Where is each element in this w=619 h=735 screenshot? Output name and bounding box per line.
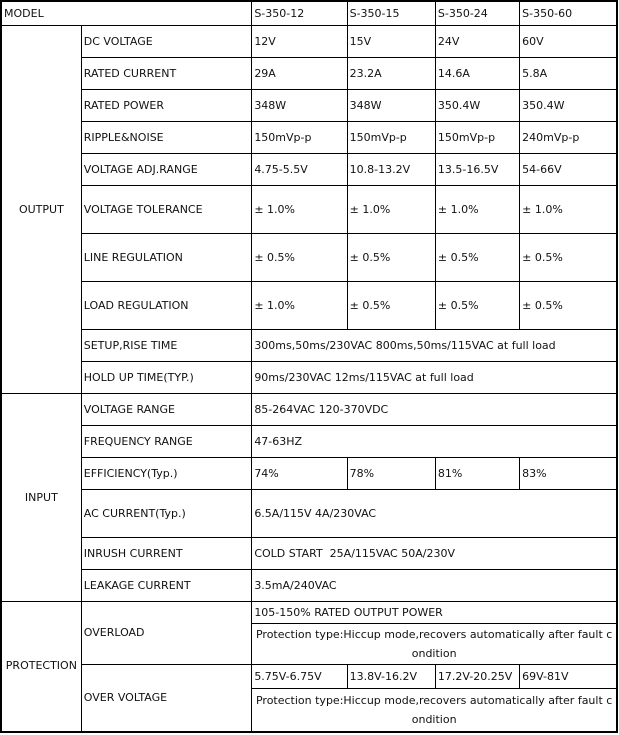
- cell: 348W: [252, 89, 347, 121]
- cell: 54-66V: [520, 153, 617, 185]
- row-label: RIPPLE&NOISE: [81, 121, 252, 153]
- cell: 74%: [252, 457, 347, 489]
- table-row: [1, 153, 617, 185]
- model-label: MODEL: [1, 1, 252, 25]
- cell: 60V: [520, 25, 617, 57]
- table-row: [1, 601, 617, 623]
- model-name: S-350-12: [252, 1, 347, 25]
- cell: 150mVp-p: [435, 121, 519, 153]
- cell: 17.2V-20.25V: [435, 664, 519, 688]
- cell: 350.4W: [520, 89, 617, 121]
- cell: ± 0.5%: [435, 233, 519, 281]
- table-row: [1, 25, 617, 57]
- model-name: S-350-60: [520, 1, 617, 25]
- model-row: [1, 1, 617, 25]
- cell: ± 1.0%: [520, 185, 617, 233]
- group-protection: PROTECTION: [1, 601, 81, 732]
- group-input: INPUT: [1, 393, 81, 601]
- table-row: [1, 281, 617, 329]
- model-name: S-350-24: [435, 1, 519, 25]
- model-name: S-350-15: [347, 1, 435, 25]
- cell: 13.5-16.5V: [435, 153, 519, 185]
- row-label: AC CURRENT(Typ.): [81, 489, 252, 537]
- cell: ± 1.0%: [435, 185, 519, 233]
- row-label: VOLTAGE TOLERANCE: [81, 185, 252, 233]
- row-label: LOAD REGULATION: [81, 281, 252, 329]
- cell: 300ms,50ms/230VAC 800ms,50ms/115VAC at full load: [252, 329, 617, 361]
- table-row: [1, 361, 617, 393]
- row-label: SETUP,RISE TIME: [81, 329, 252, 361]
- row-label: HOLD UP TIME(TYP.): [81, 361, 252, 393]
- row-label: FREQUENCY RANGE: [81, 425, 252, 457]
- cell: 69V-81V: [520, 664, 617, 688]
- table-row: [1, 185, 617, 233]
- cell: 14.6A: [435, 57, 519, 89]
- table-row: [1, 457, 617, 489]
- row-label: VOLTAGE ADJ.RANGE: [81, 153, 252, 185]
- cell: ± 1.0%: [252, 185, 347, 233]
- row-label: LEAKAGE CURRENT: [81, 569, 252, 601]
- table-row: [1, 329, 617, 361]
- cell: ± 0.5%: [435, 281, 519, 329]
- table-row: [1, 233, 617, 281]
- table-row: [1, 89, 617, 121]
- cell: ± 0.5%: [520, 281, 617, 329]
- table-row: [1, 489, 617, 537]
- cell: ± 1.0%: [252, 281, 347, 329]
- cell: ± 0.5%: [520, 233, 617, 281]
- cell: 78%: [347, 457, 435, 489]
- table-row: [1, 393, 617, 425]
- cell: 6.5A/115V 4A/230VAC: [252, 489, 617, 537]
- row-label: RATED POWER: [81, 89, 252, 121]
- cell: 5.8A: [520, 57, 617, 89]
- cell: 150mVp-p: [347, 121, 435, 153]
- table-row: [1, 537, 617, 569]
- cell: COLD START 25A/115VAC 50A/230V: [252, 537, 617, 569]
- cell: 12V: [252, 25, 347, 57]
- table-row: [1, 57, 617, 89]
- row-label: EFFICIENCY(Typ.): [81, 457, 252, 489]
- cell: 105-150% RATED OUTPUT POWER: [252, 601, 617, 623]
- cell: 4.75-5.5V: [252, 153, 347, 185]
- cell: 24V: [435, 25, 519, 57]
- cell: 29A: [252, 57, 347, 89]
- cell: 10.8-13.2V: [347, 153, 435, 185]
- cell: ± 1.0%: [347, 185, 435, 233]
- table-row: [1, 425, 617, 457]
- row-label: DC VOLTAGE: [81, 25, 252, 57]
- cell: Protection type:Hiccup mode,recovers automatically after fault condition: [252, 688, 617, 732]
- cell: Protection type:Hiccup mode,recovers automatically after fault condition: [252, 623, 617, 664]
- table-row: [1, 664, 617, 688]
- cell: 85-264VAC 120-370VDC: [252, 393, 617, 425]
- cell: ± 0.5%: [347, 233, 435, 281]
- cell: 150mVp-p: [252, 121, 347, 153]
- cell: 83%: [520, 457, 617, 489]
- row-label: INRUSH CURRENT: [81, 537, 252, 569]
- cell: 3.5mA/240VAC: [252, 569, 617, 601]
- cell: 240mVp-p: [520, 121, 617, 153]
- row-label: OVERLOAD: [81, 601, 252, 664]
- cell: 350.4W: [435, 89, 519, 121]
- cell: 90ms/230VAC 12ms/115VAC at full load: [252, 361, 617, 393]
- cell: 348W: [347, 89, 435, 121]
- cell: ± 0.5%: [347, 281, 435, 329]
- cell: 23.2A: [347, 57, 435, 89]
- row-label: RATED CURRENT: [81, 57, 252, 89]
- cell: 47-63HZ: [252, 425, 617, 457]
- row-label: LINE REGULATION: [81, 233, 252, 281]
- cell: 5.75V-6.75V: [252, 664, 347, 688]
- cell: 81%: [435, 457, 519, 489]
- table-row: [1, 569, 617, 601]
- table-row: [1, 121, 617, 153]
- cell: ± 0.5%: [252, 233, 347, 281]
- row-label: OVER VOLTAGE: [81, 664, 252, 732]
- group-output: OUTPUT: [1, 25, 81, 393]
- cell: 15V: [347, 25, 435, 57]
- cell: 13.8V-16.2V: [347, 664, 435, 688]
- row-label: VOLTAGE RANGE: [81, 393, 252, 425]
